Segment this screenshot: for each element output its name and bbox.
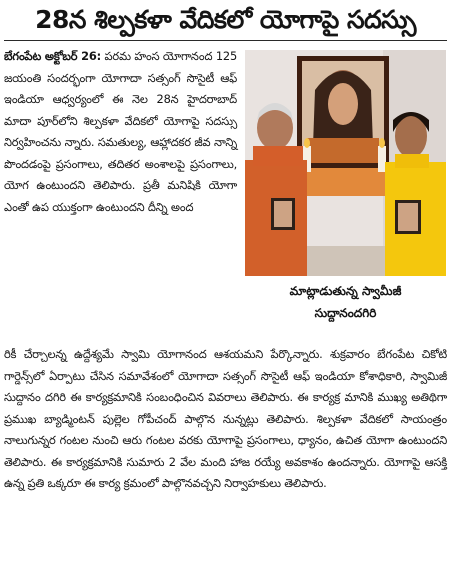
caption-line-1: మాట్లాడుతున్న స్వామీజీ: [289, 284, 402, 298]
news-photo: [245, 50, 446, 276]
continuation-paragraph: రికీ చేర్చాలన్న ఉద్దేశ్యమే స్వామి యోగానంద ఆశయమని పేర్కొన్నారు. శుక్రవారం బేగంపేట చికోటి గార్డెన్స్‌లో ఏర్పాటు చేసిన సమావేశంలో యోగాదా సత్సంగ్ సొసైటీ ఆఫ్ ఇండియా కోశాధికారి, స్వామిజీ సుద్దానం దగిరి ఈ కార్యక్రమానికి సంబంధించిన వివరాలు తెలిపారు. ఈ కార్యక్ర మానికి ముఖ్య అతిథిగా ప్రముఖ బ్యాడ్మింటన్ పుల్లెల గోపీచంద్ పాల్గొన నున్నట్లు తెలిపారు. శిల్పకళా వేదికలో సాయంత్రం నాలుగున్నర గంటల నుంచి ఆరు గంటల వరకు యోగాపై ప్రసంగాలు, ధ్యానం, ఉచిత యోగా ఉంటుందని తెలిపారు. ఈ కార్యక్రమానికి సుమారు 2 వేల మంది హాజ రయ్యే అవకాశం ఉందన్నారు. యోగాపై ఆసక్తి ఉన్న ప్రతి ఒక్కరూ ఈ కార్య క్రమంలో పాల్గొనవచ్చని నిర్వాహకులు తెలిపారు.: [4, 347, 447, 490]
caption-line-2: సుద్దానందగిరి: [314, 306, 377, 320]
lead-text: పరమ హంస యోగానంద 125 జయంతి సందర్భంగా యోగాదా సత్సంగ్ సొసైటీ ఆఫ్ ఇండియా ఆధ్వర్యంలో ఈ నెల 28న హైదరాబాద్ మాదా పూర్‌లోని శిల్పకళా వేదికలో యోగాపై సదస్సు నిర్వహించను న్నారు. సమతుల్య, ఆహ్లాదకర జీవ నాన్ని పొందడంపై ప్రసంగాలు, తదితర అంశాలపై ప్రసంగాలు, యోగ ఉంటుందని తెలిపారు. ప్రతీ మనిషికి యోగా ఎంతో ఉప యుక్తంగా ఉంటుందని దీన్ని అంద: [4, 49, 238, 214]
lead-paragraph: [4, 46, 237, 218]
article-column: [4, 46, 237, 218]
photo-illustration: [245, 50, 446, 276]
article-continuation: [4, 344, 447, 495]
photo-caption: [245, 280, 446, 324]
dateline: బేగంపేట అక్టోబర్ 26:: [4, 49, 101, 63]
headline-divider: [4, 40, 447, 41]
headline: 28న శిల్పకళా వేదికలో యోగాపై సదస్సు: [35, 5, 416, 34]
